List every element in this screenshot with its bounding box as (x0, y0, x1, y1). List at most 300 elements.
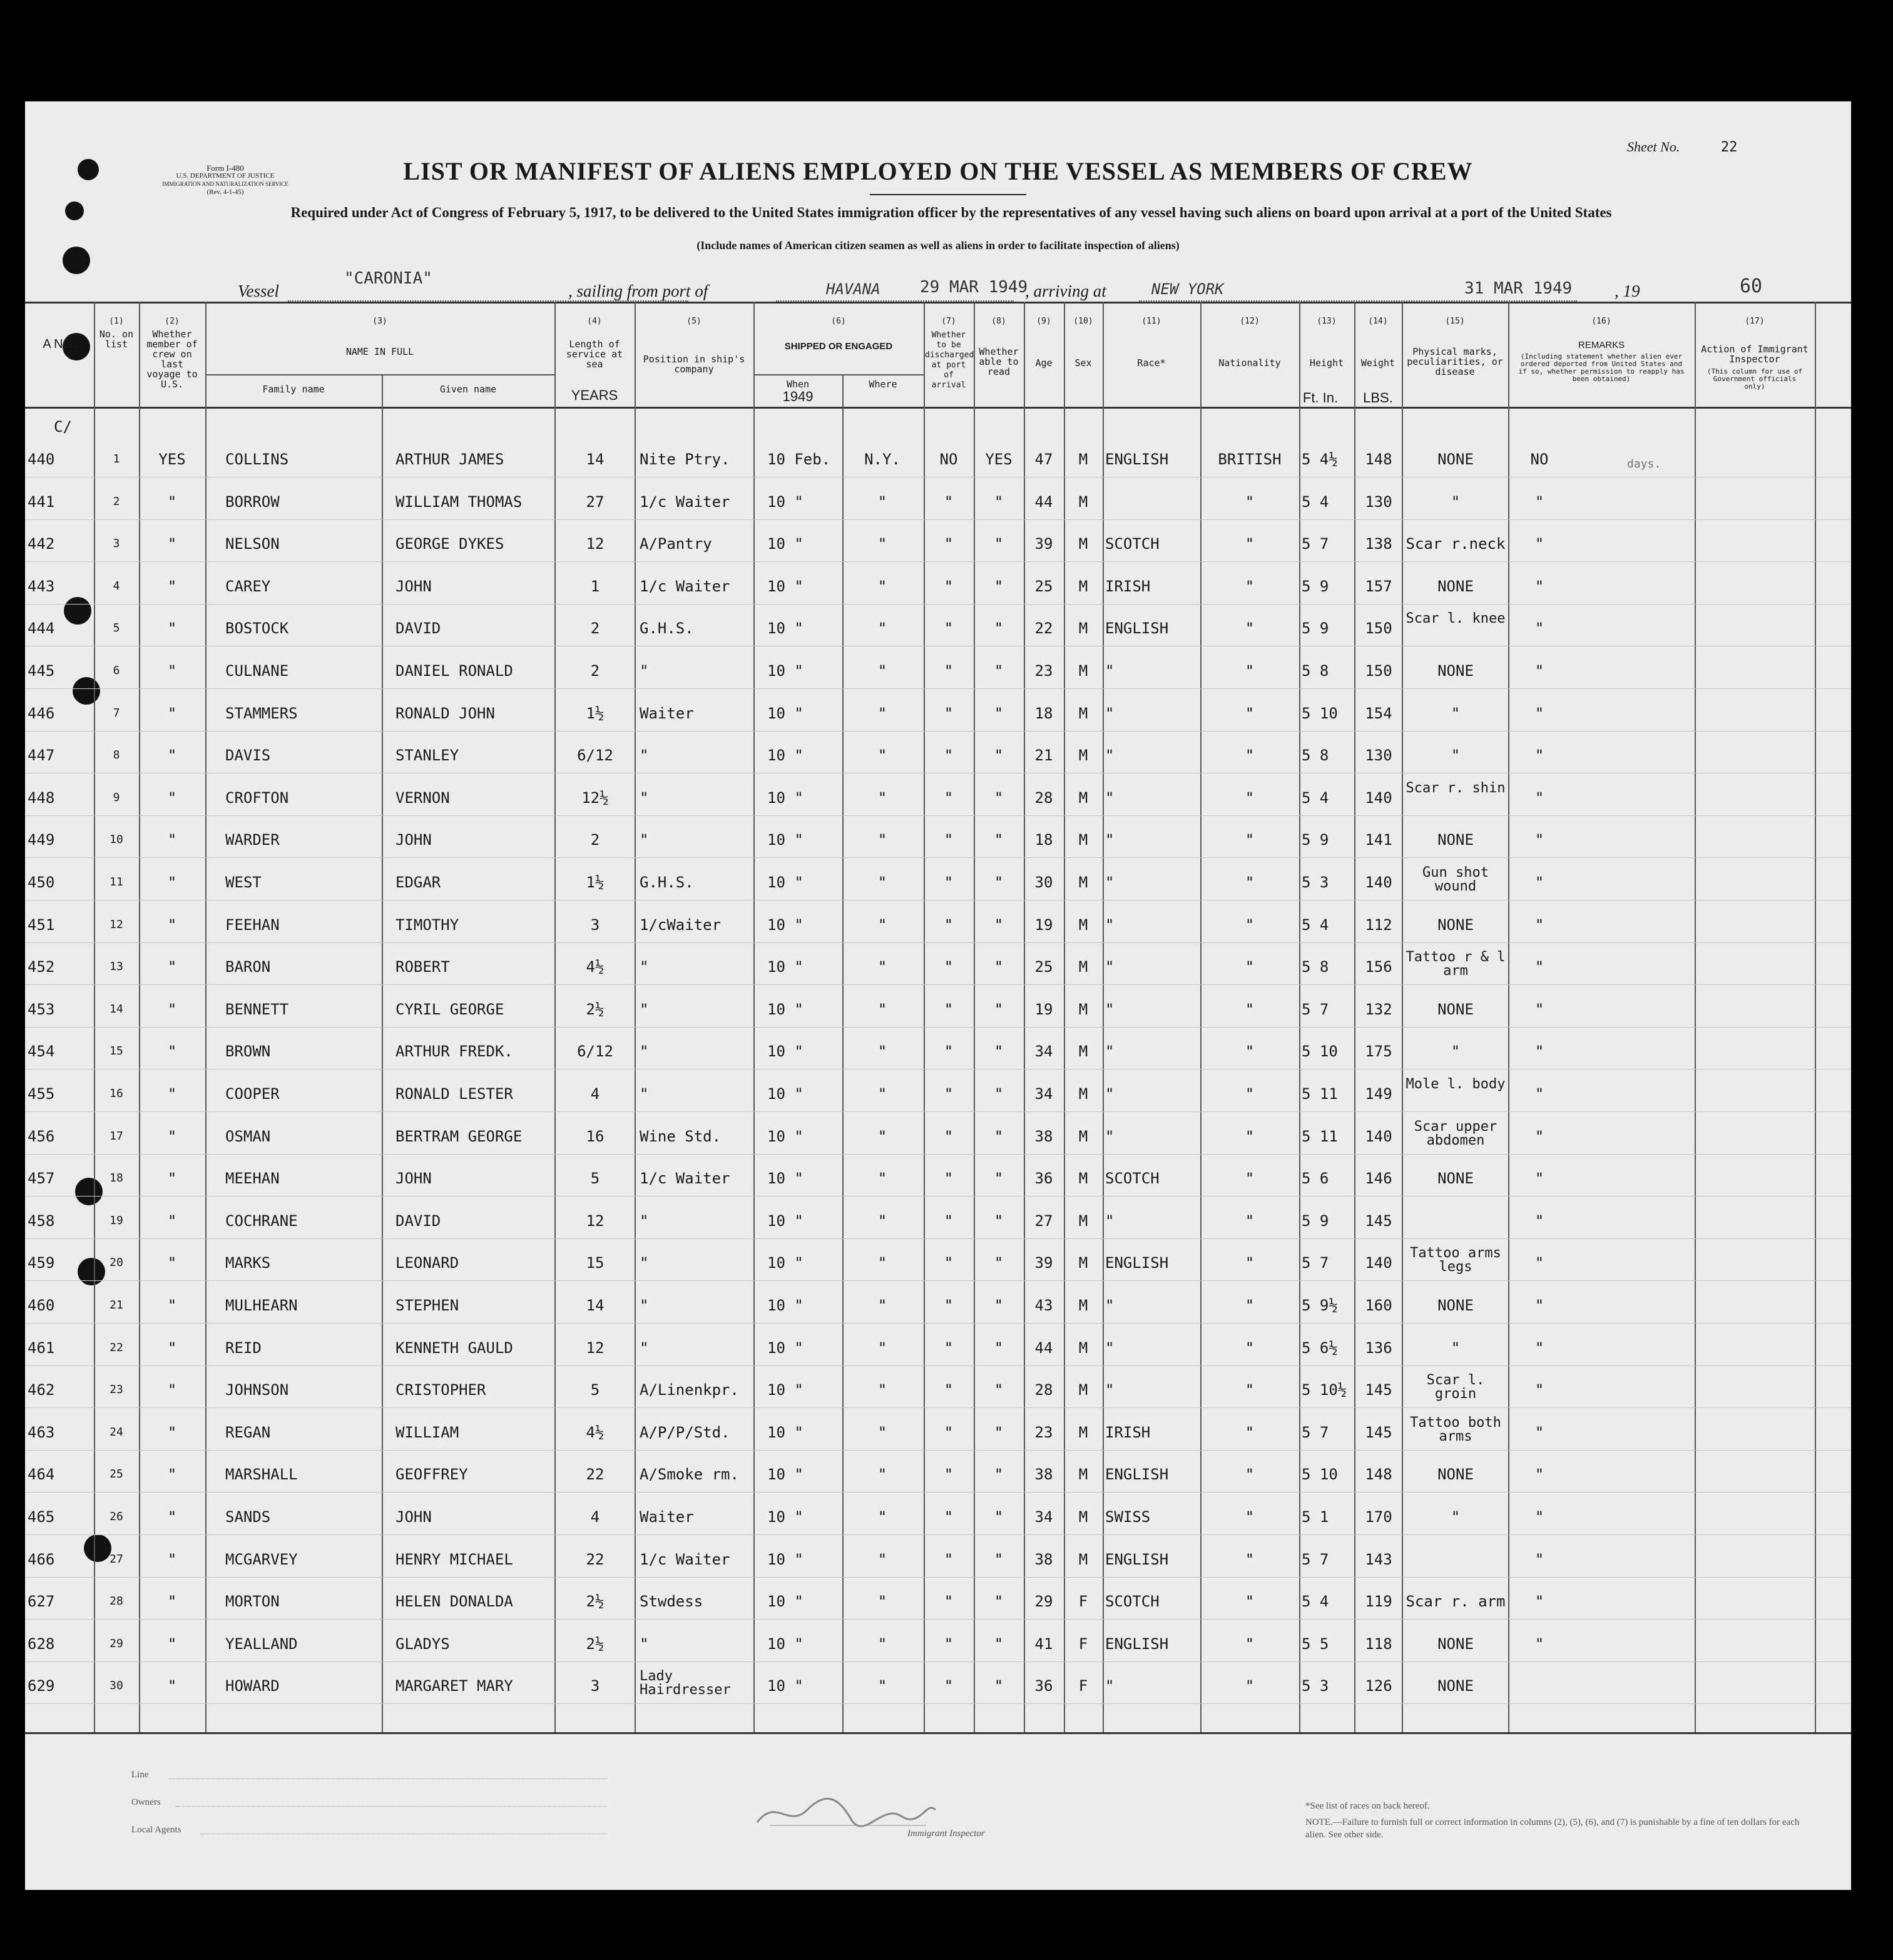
cell-prev: " (167, 577, 177, 595)
cell-age: 38 (1034, 1550, 1053, 1568)
cell-position: " (640, 789, 649, 807)
cell-service: 12 (586, 535, 605, 553)
cell-sex: M (1078, 958, 1088, 976)
cell-disch: " (944, 1381, 954, 1399)
header-sex: Sex (1074, 357, 1092, 369)
cell-weight: 148 (1365, 1466, 1392, 1484)
cell-nat: " (1245, 916, 1255, 934)
header-race: Race* (1137, 357, 1166, 369)
cell-marks: Tattoo r & l arm (1406, 949, 1506, 979)
cell-weight: 150 (1365, 620, 1392, 638)
cell-nat: " (1245, 577, 1255, 595)
cell-sex: M (1078, 1508, 1088, 1526)
cell-remarks: " (1534, 1212, 1544, 1230)
page-title: LIST OR MANIFEST OF ALIENS EMPLOYED ON THE VESSEL AS MEMBERS OF CREW (403, 157, 1473, 185)
cell-when: 10 " (767, 662, 804, 680)
cell-sex: F (1078, 1677, 1088, 1695)
cell-nat: " (1245, 1339, 1255, 1357)
cell-read: " (994, 1593, 1004, 1611)
cell-disch: " (944, 1127, 954, 1145)
cell-read: " (994, 1423, 1004, 1441)
cell-service: 4 (590, 1085, 600, 1103)
cell-prev: " (167, 1677, 177, 1695)
cell-when: 10 " (767, 747, 804, 765)
cell-position: " (640, 662, 649, 680)
cell-no: 15 (110, 1044, 123, 1058)
cell-marks: Scar l. knee (1406, 611, 1506, 627)
cell-read: " (994, 620, 1004, 638)
cell-disch: " (944, 577, 954, 595)
fine-note: NOTE.—Failure to furnish full or correct information in columns (2), (5), (6), and (7) is punishable by a fine of ten dollars for each alien. See other side. (1305, 1817, 1800, 1840)
cell-when: 10 " (767, 620, 804, 638)
cell-given: RONALD JOHN (395, 704, 495, 722)
cell-given: DANIEL RONALD (395, 662, 513, 680)
cell-read: " (994, 1170, 1004, 1188)
header-lbs: LBS. (1363, 390, 1393, 406)
cell-service: 16 (586, 1127, 605, 1145)
cell-alien: 456 (28, 1127, 55, 1145)
cell-age: 34 (1034, 1043, 1053, 1061)
cell-given: EDGAR (395, 874, 441, 891)
header-num-16: (16) (1591, 317, 1611, 326)
cell-marks: NONE (1437, 1170, 1474, 1188)
cell-marks: NONE (1437, 1677, 1474, 1695)
cell-remarks: " (1534, 1550, 1544, 1568)
cell-race: ENGLISH (1105, 1466, 1169, 1484)
sheet-number (1627, 139, 1737, 155)
cell-position: " (640, 1635, 649, 1653)
row-rule (25, 984, 1851, 985)
cell-marks: NONE (1437, 577, 1474, 595)
cell-when: 10 " (767, 1212, 804, 1230)
cell-when: 10 " (767, 831, 804, 849)
cell-height: 5 9 (1302, 620, 1329, 638)
cell-family: COLLINS (225, 451, 289, 468)
cell-disch: " (944, 1550, 954, 1568)
cell-prev: " (167, 1423, 177, 1441)
cell-height: 5 3 (1302, 1677, 1329, 1695)
cell-prev: " (167, 831, 177, 849)
cell-marks: Tattoo both arms (1410, 1414, 1501, 1444)
cell-sex: M (1078, 1339, 1088, 1357)
cell-marks: NONE (1437, 1297, 1474, 1314)
cell-disch: " (944, 789, 954, 807)
cell-remarks: " (1534, 1043, 1544, 1061)
races-note: *See list of races on back hereof. (1305, 1801, 1430, 1811)
row-rule (25, 688, 1851, 689)
cell-weight: 140 (1365, 874, 1392, 891)
header-num-10: (10) (1073, 317, 1093, 326)
cell-given: JOHN (395, 577, 432, 595)
cell-nat: " (1245, 1677, 1255, 1695)
cell-no: 20 (110, 1256, 123, 1270)
cell-race: " (1105, 662, 1115, 680)
header-remarks: REMARKS (1578, 340, 1625, 350)
cell-alien: 463 (28, 1423, 55, 1441)
cell-marks: Tattoo arms legs (1410, 1245, 1501, 1275)
cell-remarks: " (1534, 1170, 1544, 1188)
row-rule (25, 1703, 1851, 1704)
cell-given: JOHN (395, 831, 432, 849)
row-rule (25, 1027, 1851, 1028)
cell-weight: 150 (1365, 662, 1392, 680)
cell-remarks: " (1534, 1381, 1544, 1399)
cell-disch: " (944, 874, 954, 891)
cell-no: 7 (113, 706, 120, 720)
cell-family: COCHRANE (225, 1212, 298, 1230)
header-inspector-note: (This column for use of Government officials only) (1707, 367, 1803, 390)
cell-family: REID (225, 1339, 262, 1357)
cell-service: 3 (590, 916, 600, 934)
cell-when: 10 Feb. (767, 451, 831, 468)
cell-position: G.H.S. (640, 620, 694, 638)
cell-no: 5 (113, 621, 120, 635)
cell-no: 28 (110, 1595, 123, 1608)
cell-service: 12 (586, 1212, 605, 1230)
cell-prev: " (167, 1254, 177, 1272)
cell-height: 5 9 (1302, 1212, 1329, 1230)
cell-read: YES (985, 451, 1013, 468)
cell-read: " (994, 1635, 1004, 1653)
cell-service: 1½ (586, 874, 605, 891)
cell-position: " (640, 1043, 649, 1061)
cell-given: GEOFFREY (395, 1466, 468, 1484)
cell-race: " (1105, 1381, 1115, 1399)
cell-no: 14 (110, 1002, 123, 1016)
cell-given: HELEN DONALDA (395, 1593, 513, 1611)
cell-prev: " (167, 1635, 177, 1653)
cell-alien: 448 (28, 789, 55, 807)
cell-disch: NO (939, 451, 958, 468)
cell-race: " (1105, 789, 1115, 807)
cell-height: 5 7 (1302, 535, 1329, 553)
cell-position: " (640, 1085, 649, 1103)
cell-race: ENGLISH (1105, 1550, 1169, 1568)
cell-service: 2 (590, 831, 600, 849)
cell-where: " (877, 958, 887, 976)
cell-age: 19 (1034, 1000, 1053, 1018)
row-rule (25, 731, 1851, 732)
cell-read: " (994, 1127, 1004, 1145)
cell-nat: " (1245, 789, 1255, 807)
cell-age: 41 (1034, 1635, 1053, 1653)
cell-position: 1/c Waiter (640, 577, 730, 595)
cell-read: " (994, 1043, 1004, 1061)
cell-service: 14 (586, 451, 605, 468)
cell-sex: M (1078, 1381, 1088, 1399)
vessel-name: "CARONIA" (344, 269, 432, 288)
cell-sex: F (1078, 1635, 1088, 1653)
cell-age: 43 (1034, 1297, 1053, 1314)
cell-service: 2½ (586, 1000, 605, 1018)
cell-position: 1/c Waiter (640, 493, 730, 511)
cell-race: " (1105, 704, 1115, 722)
cell-age: 27 (1034, 1212, 1053, 1230)
header-discharged: Whether to be discharged at port of arrival (925, 330, 974, 390)
header-num-8: (8) (991, 317, 1006, 326)
cell-disch: " (944, 958, 954, 976)
cell-nat: " (1245, 620, 1255, 638)
cell-no: 26 (110, 1510, 123, 1523)
header-able-to-read: Whether able to read (979, 346, 1019, 377)
cell-position: Waiter (640, 1508, 694, 1526)
cell-prev: " (167, 1212, 177, 1230)
cell-marks: Scar upper abdomen (1414, 1118, 1498, 1148)
cell-sex: M (1078, 1550, 1088, 1568)
cell-given: LEONARD (395, 1254, 459, 1272)
cell-sex: M (1078, 577, 1088, 595)
prefix-cell: C/ (54, 418, 72, 436)
punch-hole (73, 677, 100, 705)
cell-position: " (640, 1339, 649, 1357)
cell-where: " (877, 704, 887, 722)
header-position: Position in ship's company (643, 354, 745, 375)
cell-marks: NONE (1437, 1000, 1474, 1018)
cell-no: 2 (113, 494, 120, 508)
cell-position: Nite Ptry. (640, 451, 730, 468)
cell-alien: 452 (28, 958, 55, 976)
cell-read: " (994, 1508, 1004, 1526)
cell-marks: " (1451, 704, 1461, 722)
cell-nat: BRITISH (1218, 451, 1282, 468)
cell-alien: 451 (28, 916, 55, 934)
cell-race: " (1105, 831, 1115, 849)
cell-age: 23 (1034, 1423, 1053, 1441)
cell-sex: M (1078, 1254, 1088, 1272)
cell-nat: " (1245, 1212, 1255, 1230)
cell-weight: 175 (1365, 1043, 1392, 1061)
cell-family: MARSHALL (225, 1466, 298, 1484)
cell-nat: " (1245, 535, 1255, 553)
cell-sex: M (1078, 662, 1088, 680)
cell-when: 10 " (767, 874, 804, 891)
cell-when: 10 " (767, 1381, 804, 1399)
cell-age: 39 (1034, 1254, 1053, 1272)
cell-given: KENNETH GAULD (395, 1339, 513, 1357)
cell-family: BARON (225, 958, 271, 976)
cell-height: 5 5 (1302, 1635, 1329, 1653)
cell-nat: " (1245, 831, 1255, 849)
cell-weight: 140 (1365, 1254, 1392, 1272)
cell-given: RONALD LESTER (395, 1085, 513, 1103)
cell-marks: Scar l. groin (1426, 1372, 1485, 1402)
cell-remarks: " (1534, 535, 1544, 553)
inspector-label: Immigrant Inspector (907, 1829, 985, 1839)
cell-where: " (877, 1297, 887, 1314)
cell-height: 5 10 (1302, 1043, 1338, 1061)
cell-prev: " (167, 535, 177, 553)
cell-when: 10 " (767, 1339, 804, 1357)
cell-sex: M (1078, 831, 1088, 849)
cell-position: 1/c Waiter (640, 1550, 730, 1568)
cell-remarks: " (1534, 1466, 1544, 1484)
cell-no: 11 (110, 875, 123, 889)
cell-height: 5 10 (1302, 1466, 1338, 1484)
cell-when: 10 " (767, 1466, 804, 1484)
cell-weight: 145 (1365, 1423, 1392, 1441)
cell-nat: " (1245, 1297, 1255, 1314)
date-from: 29 MAR 1949 (920, 278, 1028, 297)
cell-service: 4½ (586, 958, 605, 976)
owners-label: Owners (131, 1797, 161, 1807)
edition: (Rev. 4-1-45) (207, 188, 244, 196)
cell-weight: 146 (1365, 1170, 1392, 1188)
cell-where: " (877, 1127, 887, 1145)
cell-service: 2½ (586, 1593, 605, 1611)
cell-race: " (1105, 747, 1115, 765)
cell-sex: M (1078, 916, 1088, 934)
cell-weight: 130 (1365, 493, 1392, 511)
row-rule (25, 1534, 1851, 1535)
cell-height: 5 6 (1302, 1170, 1329, 1188)
cell-disch: " (944, 1170, 954, 1188)
cell-height: 5 7 (1302, 1423, 1329, 1441)
cell-nat: " (1245, 1508, 1255, 1526)
cell-given: STANLEY (395, 747, 459, 765)
cell-family: HOWARD (225, 1677, 280, 1695)
cell-weight: 112 (1365, 916, 1392, 934)
header-years: YEARS (571, 387, 618, 403)
cell-read: " (994, 747, 1004, 765)
cell-no: 3 (113, 537, 120, 551)
cell-when: 10 " (767, 958, 804, 976)
row-rule (25, 1492, 1851, 1493)
cell-family: BOSTOCK (225, 620, 289, 638)
cell-given: DAVID (395, 620, 441, 638)
cell-race: " (1105, 1000, 1115, 1018)
cell-alien: 440 (28, 451, 55, 468)
cell-position: " (640, 1212, 649, 1230)
cell-no: 13 (110, 960, 123, 974)
cell-service: 5 (590, 1170, 600, 1188)
cell-where: " (877, 1635, 887, 1653)
cell-given: CRISTOPHER (395, 1381, 486, 1399)
cell-prev: " (167, 662, 177, 680)
cell-sex: M (1078, 620, 1088, 638)
cell-where: " (877, 1381, 887, 1399)
header-no-on-list: No. on list (99, 329, 134, 350)
cell-sex: M (1078, 1423, 1088, 1441)
cell-race: " (1105, 1085, 1115, 1103)
cell-alien: 460 (28, 1297, 55, 1314)
cell-remarks: " (1534, 789, 1544, 807)
row-rule (25, 1365, 1851, 1366)
cell-given: GEORGE DYKES (395, 535, 504, 553)
cell-age: 19 (1034, 916, 1053, 934)
cell-disch: " (944, 1677, 954, 1695)
cell-weight: 154 (1365, 704, 1392, 722)
cell-family: BROWN (225, 1043, 271, 1061)
cell-family: CROFTON (225, 789, 289, 807)
sheet-value: 22 (1720, 140, 1738, 155)
cell-remarks: " (1534, 1254, 1544, 1272)
cell-position: " (640, 747, 649, 765)
cell-given: WILLIAM THOMAS (395, 493, 523, 511)
cell-race: " (1105, 1043, 1115, 1061)
cell-service: 3 (590, 1677, 600, 1695)
cell-age: 21 (1034, 747, 1053, 765)
header-when-year: 1949 (782, 389, 814, 404)
cell-service: 1 (590, 577, 600, 595)
cell-read: " (994, 1212, 1004, 1230)
cell-family: MULHEARN (225, 1297, 298, 1314)
cell-nat: " (1245, 1550, 1255, 1568)
cell-sex: M (1078, 1127, 1088, 1145)
cell-family: REGAN (225, 1423, 271, 1441)
header-physical-marks: Physical marks, peculiarities, or disease (1407, 346, 1503, 377)
cell-no: 1 (113, 452, 120, 466)
row-rule (25, 1619, 1851, 1620)
voyage-line (213, 269, 1777, 307)
cell-race: ENGLISH (1105, 451, 1169, 468)
cell-where: N.Y. (864, 451, 901, 468)
cell-position: " (640, 1000, 649, 1018)
cell-given: BERTRAM GEORGE (395, 1127, 523, 1145)
cell-alien: 457 (28, 1170, 55, 1188)
cell-when: 10 " (767, 916, 804, 934)
cell-alien: 454 (28, 1043, 55, 1061)
cell-read: " (994, 1297, 1004, 1314)
header-ft-in: Ft. In. (1302, 390, 1339, 406)
row-rule (25, 1238, 1851, 1239)
cell-age: 36 (1034, 1170, 1053, 1188)
cell-sex: M (1078, 535, 1088, 553)
cell-no: 9 (113, 790, 120, 804)
header-given-name: Given name (439, 384, 497, 395)
cell-position: " (640, 831, 649, 849)
cell-where: " (877, 1170, 887, 1188)
cell-nat: " (1245, 747, 1255, 765)
cell-race: ENGLISH (1105, 620, 1169, 638)
cell-prev: " (167, 1339, 177, 1357)
cell-when: 10 " (767, 1297, 804, 1314)
cell-race: " (1105, 1677, 1115, 1695)
cell-height: 5 3 (1302, 874, 1329, 891)
department: U.S. DEPARTMENT OF JUSTICE (176, 172, 275, 180)
cell-where: " (877, 493, 887, 511)
cell-read: " (994, 874, 1004, 891)
cell-remarks: " (1534, 874, 1544, 891)
cell-disch: " (944, 831, 954, 849)
header-where: Where (869, 379, 897, 390)
cell-disch: " (944, 1339, 954, 1357)
cell-marks: NONE (1437, 1635, 1474, 1653)
cell-height: 5 9 (1302, 577, 1329, 595)
cell-where: " (877, 620, 887, 638)
cell-alien: 461 (28, 1339, 55, 1357)
cell-position: " (640, 958, 649, 976)
row-rule (25, 561, 1851, 562)
cell-sex: M (1078, 1466, 1088, 1484)
cell-sex: M (1078, 747, 1088, 765)
cell-remarks: " (1534, 577, 1544, 595)
vessel-label: Vessel (238, 282, 279, 300)
cell-sex: M (1078, 451, 1088, 468)
port-to: NEW YORK (1151, 280, 1224, 298)
cell-no: 21 (110, 1299, 123, 1312)
cell-remarks: " (1534, 747, 1544, 765)
header-num-11: (11) (1141, 317, 1161, 326)
cell-height: 5 1 (1302, 1508, 1329, 1526)
line-label: Line (131, 1770, 149, 1780)
cell-age: 18 (1034, 704, 1053, 722)
cell-prev: " (167, 1127, 177, 1145)
cell-position: Stwdess (640, 1593, 703, 1611)
cell-family: BENNETT (225, 1000, 289, 1018)
cell-service: 27 (586, 493, 605, 511)
cell-sex: M (1078, 1212, 1088, 1230)
cell-marks: " (1451, 493, 1461, 511)
